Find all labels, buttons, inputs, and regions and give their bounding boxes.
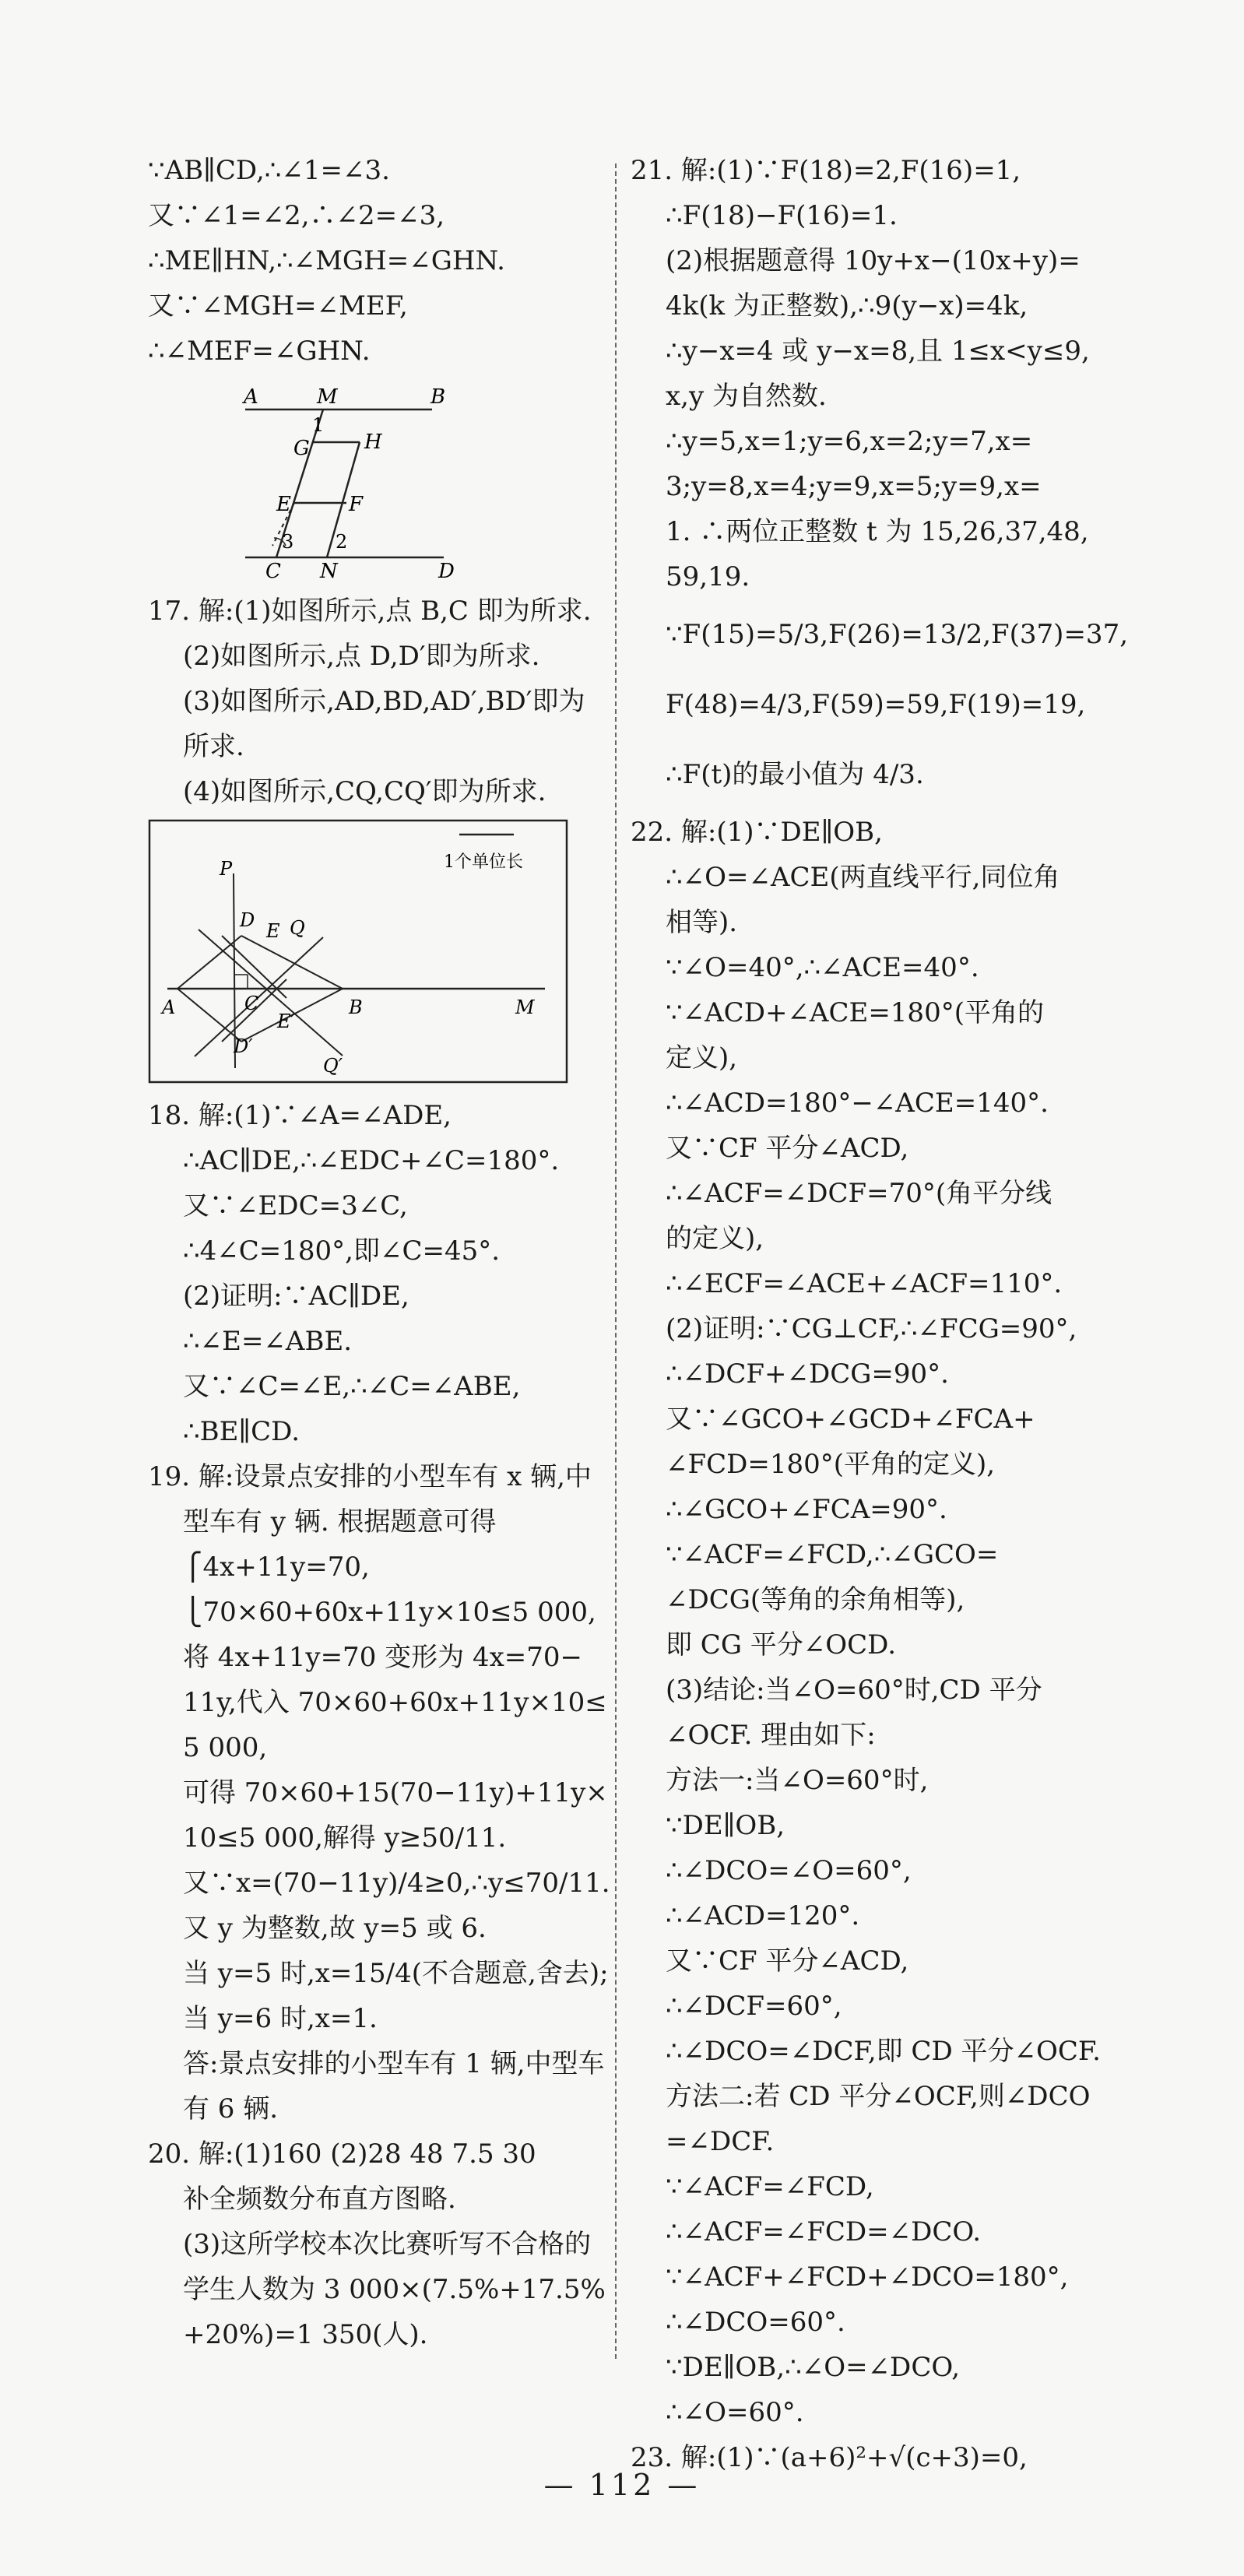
text-line: 又∵∠1=∠2,∴∠2=∠3,: [148, 200, 445, 231]
q21-line: x,y 为自然数.: [666, 381, 827, 412]
q19-line: ⎩70×60+60x+11y×10≤5 000,: [183, 1597, 596, 1628]
fig-label: 1: [312, 414, 325, 436]
q22-line: ∠FCD=180°(平角的定义),: [666, 1449, 996, 1480]
fig-label: M: [515, 996, 535, 1018]
fig-label: G: [293, 437, 310, 460]
q20-line: 补全频数分布直方图略.: [183, 2184, 456, 2215]
q19-line: 19. 解:设景点安排的小型车有 x 辆,中: [148, 1461, 592, 1492]
column-divider: [615, 163, 617, 2359]
fig-label: 3: [282, 531, 294, 553]
q21-line: 21. 解:(1)∵F(18)=2,F(16)=1,: [631, 155, 1021, 186]
fig-label: P: [220, 858, 233, 880]
q22-line: ∴∠ACD=180°−∠ACE=140°.: [666, 1088, 1049, 1119]
q22-line: ∠DCG(等角的余角相等),: [666, 1584, 965, 1615]
q22-line: ∠OCF. 理由如下:: [666, 1720, 876, 1751]
q18-line: ∴BE∥CD.: [183, 1416, 300, 1447]
right-column: [631, 148, 1129, 2480]
q17-line: 所求.: [183, 731, 244, 762]
q22-line: ∴∠GCO+∠FCA=90°.: [666, 1494, 947, 1525]
q18-line: 又∵∠C=∠E,∴∠C=∠ABE,: [183, 1371, 521, 1402]
q22-line: (2)证明:∵CG⊥CF,∴∠FCG=90°,: [666, 1313, 1077, 1344]
q22-line: 又∵CF 平分∠ACD,: [666, 1945, 909, 1977]
left-column: [148, 148, 610, 2357]
q19-line: 10≤5 000,解得 y≥50/11.: [183, 1822, 507, 1854]
q22-line: 方法二:若 CD 平分∠OCF,则∠DCO: [666, 2081, 1091, 2112]
parallel-lines-figure: [237, 378, 471, 581]
q19-line: 又 y 为整数,故 y=5 或 6.: [183, 1913, 487, 1944]
fig-label: B: [349, 996, 363, 1018]
q22-line: ∵DE∥OB,: [666, 1810, 785, 1841]
q22-line: 又∵CF 平分∠ACD,: [666, 1133, 909, 1164]
q21-line: 1. ∴两位正整数 t 为 15,26,37,48,: [666, 516, 1089, 547]
text-line: ∴ME∥HN,∴∠MGH=∠GHN.: [148, 245, 505, 276]
q18-line: 18. 解:(1)∵∠A=∠ADE,: [148, 1100, 452, 1131]
text-line: ∴∠MEF=∠GHN.: [148, 336, 371, 367]
q22-line: ∵∠ACF=∠FCD,∴∠GCO=: [666, 1539, 999, 1570]
q22-line: ∴∠O=∠ACE(两直线平行,同位角: [666, 862, 1060, 893]
q22-line: ∵DE∥OB,∴∠O=∠DCO,: [666, 2352, 961, 2383]
q22-line: ∴∠DCF+∠DCG=90°.: [666, 1358, 949, 1390]
fig-label: A: [162, 996, 176, 1018]
q22-line: 方法一:当∠O=60°时,: [666, 1765, 929, 1796]
fig-label: D: [438, 560, 455, 581]
fig-label: A: [244, 385, 258, 409]
q19-line: 将 4x+11y=70 变形为 4x=70−: [183, 1642, 582, 1673]
q21-line: ∵F(15)=5/3,F(26)=13/2,F(37)=37,: [666, 619, 1129, 650]
q20-line: 20. 解:(1)160 (2)28 48 7.5 30: [148, 2138, 536, 2170]
q21-line: 3;y=8,x=4;y=9,x=5;y=9,x=: [666, 471, 1042, 502]
q21-line: ∴F(t)的最小值为 4/3.: [666, 759, 924, 790]
q22-line: ∴∠DCO=∠O=60°,: [666, 1855, 912, 1886]
q22-line: 定义),: [666, 1042, 738, 1074]
unit-label: 1个单位长: [444, 852, 523, 872]
fig-label: F: [349, 493, 364, 516]
fig-label: B: [430, 385, 446, 409]
q19-line: 型车有 y 辆. 根据题意可得: [183, 1506, 497, 1538]
q22-line: 的定义),: [666, 1223, 764, 1254]
fig-label: C: [265, 560, 281, 581]
q21-line: F(48)=4/3,F(59)=59,F(19)=19,: [666, 689, 1086, 720]
q17-line: (3)如图所示,AD,BD,AD′,BD′即为: [183, 686, 585, 717]
fig-label: E: [276, 493, 291, 516]
q22-line: ∴∠DCF=60°,: [666, 1991, 842, 2022]
q22-line: 相等).: [666, 907, 738, 938]
q21-line: 4k(k 为正整数),∴9(y−x)=4k,: [666, 290, 1028, 322]
q21-line: ∴y−x=4 或 y−x=8,且 1≤x<y≤9,: [666, 336, 1090, 367]
q18-line: ∴AC∥DE,∴∠EDC+∠C=180°.: [183, 1145, 560, 1176]
q18-line: (2)证明:∵AC∥DE,: [183, 1281, 409, 1312]
fig-label: M: [317, 385, 338, 409]
q20-line: +20%)=1 350(人).: [183, 2319, 428, 2350]
fig-label: C: [244, 993, 259, 1014]
q22-line: (3)结论:当∠O=60°时,CD 平分: [666, 1675, 1042, 1706]
q22-line: ∴∠DCO=∠DCF,即 CD 平分∠OCF.: [666, 2036, 1101, 2067]
q19-line: ⎧4x+11y=70,: [183, 1552, 370, 1583]
q22-line: =∠DCF.: [666, 2126, 775, 2157]
q19-line: 又∵x=(70−11y)/4≥0,∴y≤70/11.: [183, 1868, 610, 1899]
q19-line: 5 000,: [183, 1732, 268, 1763]
fig-label: Q: [290, 917, 305, 939]
q22-line: ∵∠ACF=∠FCD,: [666, 2171, 874, 2202]
fig-label: Q′: [323, 1055, 343, 1077]
q22-line: ∴∠ACF=∠FCD=∠DCO.: [666, 2216, 982, 2247]
q18-line: 又∵∠EDC=3∠C,: [183, 1190, 408, 1221]
q21-line: (2)根据题意得 10y+x−(10x+y)=: [666, 245, 1081, 276]
q22-line: 即 CG 平分∠OCD.: [666, 1629, 897, 1661]
q22-line: ∴∠O=60°.: [666, 2397, 804, 2428]
fig-label: D′: [234, 1035, 253, 1057]
page-number: — 112 —: [543, 2468, 701, 2502]
q22-line: 又∵∠GCO+∠GCD+∠FCA+: [666, 1404, 1035, 1435]
q21-line: ∴F(18)−F(16)=1.: [666, 200, 898, 231]
q20-line: 学生人数为 3 000×(7.5%+17.5%: [183, 2274, 606, 2305]
q19-line: 当 y=5 时,x=15/4(不合题意,舍去);: [183, 1958, 609, 1989]
q22-line: ∵∠O=40°,∴∠ACE=40°.: [666, 952, 979, 983]
q22-line: 22. 解:(1)∵DE∥OB,: [631, 817, 883, 848]
fig-label: 2: [336, 531, 348, 553]
q17-line: 17. 解:(1)如图所示,点 B,C 即为所求.: [148, 596, 592, 627]
q17-line: (4)如图所示,CQ,CQ′即为所求.: [183, 776, 546, 807]
q19-line: 可得 70×60+15(70−11y)+11y×: [183, 1777, 608, 1808]
fig-label: H: [364, 431, 382, 454]
text-line: ∵AB∥CD,∴∠1=∠3.: [148, 155, 390, 186]
q19-line: 11y,代入 70×60+60x+11y×10≤: [183, 1687, 607, 1718]
q22-line: ∴∠ECF=∠ACE+∠ACF=110°.: [666, 1268, 1063, 1299]
q19-line: 有 6 辆.: [183, 2093, 279, 2124]
q18-line: ∴4∠C=180°,即∠C=45°.: [183, 1235, 501, 1267]
q22-line: ∴∠ACD=120°.: [666, 1900, 860, 1931]
q22-line: ∴∠DCO=60°.: [666, 2307, 845, 2338]
q22-line: ∵∠ACF+∠FCD+∠DCO=180°,: [666, 2261, 1069, 2293]
fig-label: E: [266, 920, 280, 942]
construction-figure: [148, 819, 568, 1084]
q22-line: ∵∠ACD+∠ACE=180°(平角的: [666, 997, 1044, 1028]
q19-line: 答:景点安排的小型车有 1 辆,中型车: [183, 2048, 605, 2079]
fig-label: D: [240, 909, 255, 931]
q20-line: (3)这所学校本次比赛听写不合格的: [183, 2229, 592, 2260]
q18-line: ∴∠E=∠ABE.: [183, 1326, 353, 1357]
fig-label: E′: [277, 1010, 295, 1032]
q17-line: (2)如图所示,点 D,D′即为所求.: [183, 641, 540, 672]
q21-line: 59,19.: [666, 561, 750, 592]
q19-line: 当 y=6 时,x=1.: [183, 2003, 378, 2034]
q21-line: ∴y=5,x=1;y=6,x=2;y=7,x=: [666, 426, 1033, 457]
text-line: 又∵∠MGH=∠MEF,: [148, 290, 408, 322]
q23-line: 23. 解:(1)∵(a+6)²+√(c+3)=0,: [631, 2442, 1028, 2473]
fig-label: N: [320, 560, 338, 581]
q22-line: ∴∠ACF=∠DCF=70°(角平分线: [666, 1178, 1052, 1209]
